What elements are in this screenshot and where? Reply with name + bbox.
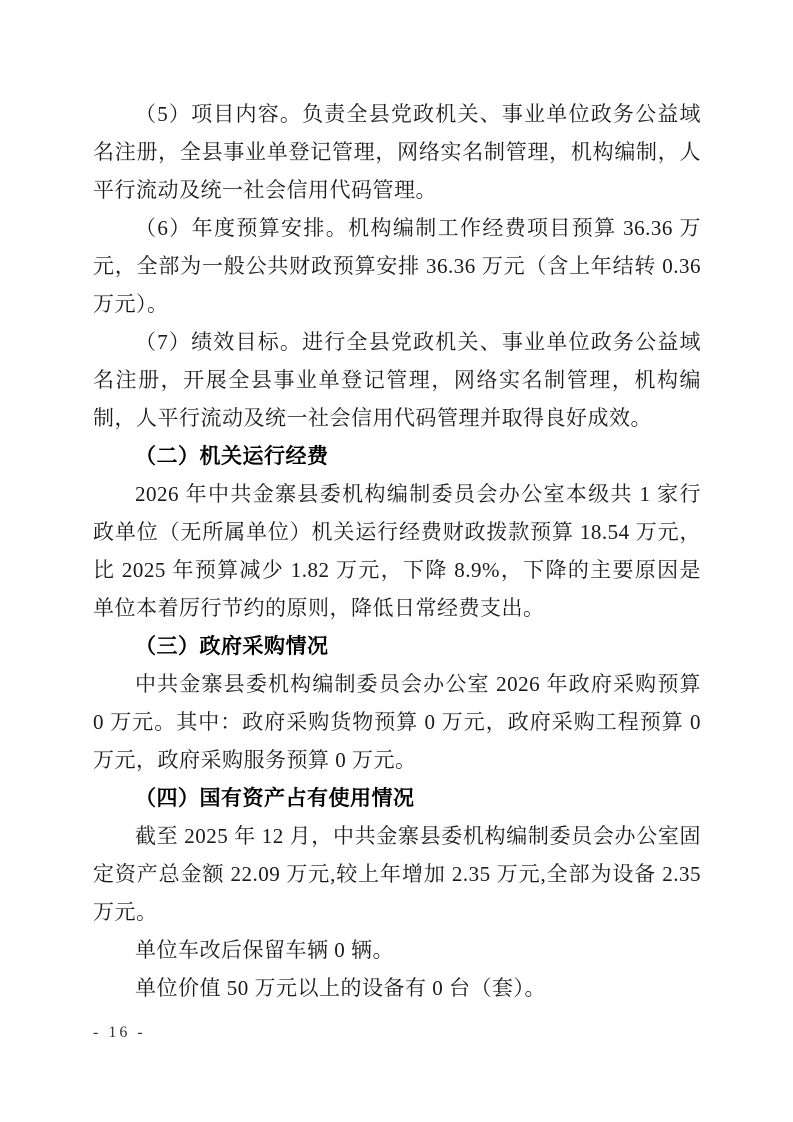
para-retained-vehicles: 单位车改后保留车辆 0 辆。 [135,938,394,962]
para-fixed-assets-total: 截至 2025 年 12 月，中共金寨县委机构编制委员会办公室固定资产总金额 22.09 万元,较上年增加 2.35 万元,全部为设备 2.35 万元。 [93,824,701,924]
para-annual-budget-arrangement: （6）年度预算安排。机构编制工作经费项目预算 36.36 万元，全部为一般公共财政预算安排 36.36 万元（含上年结转 0.36 万元）。 [93,216,701,316]
page-footer [93,1024,701,1042]
document-body [93,95,701,1007]
para-government-procurement: 中共金寨县委机构编制委员会办公室 2026 年政府采购预算 0 万元。其中：政府采购货物预算 0 万元，政府采购工程预算 0 万元，政府采购服务预算 0 万元。 [93,672,701,772]
page-number: - 16 - [93,1024,146,1041]
para-equipment-over-500k: 单位价值 50 万元以上的设备有 0 台（套）。 [135,976,546,1000]
para-project-content: （5）项目内容。负责全县党政机关、事业单位政务公益域名注册，全县事业单登记管理，网络实名制管理，机构编制，人平行流动及统一社会信用代码管理。 [93,102,701,202]
heading-government-procurement: （三）政府采购情况 [135,634,329,658]
heading-state-owned-assets: （四）国有资产占有使用情况 [135,786,415,810]
heading-agency-operating-expense: （二）机关运行经费 [135,444,329,468]
para-agency-operating-expense: 2026 年中共金寨县委机构编制委员会办公室本级共 1 家行政单位（无所属单位）机关运行经费财政拨款预算 18.54 万元，比 2025 年预算减少 1.82 万元，下降 8.9%，下降的主要原因是单位本着厉行节约的原则，降低日常经费支出。 [93,482,701,620]
para-performance-target: （7）绩效目标。进行全县党政机关、事业单位政务公益域名注册，开展全县事业单登记管理，网络实名制管理，机构编制，人平行流动及统一社会信用代码管理并取得良好成效。 [93,330,701,430]
